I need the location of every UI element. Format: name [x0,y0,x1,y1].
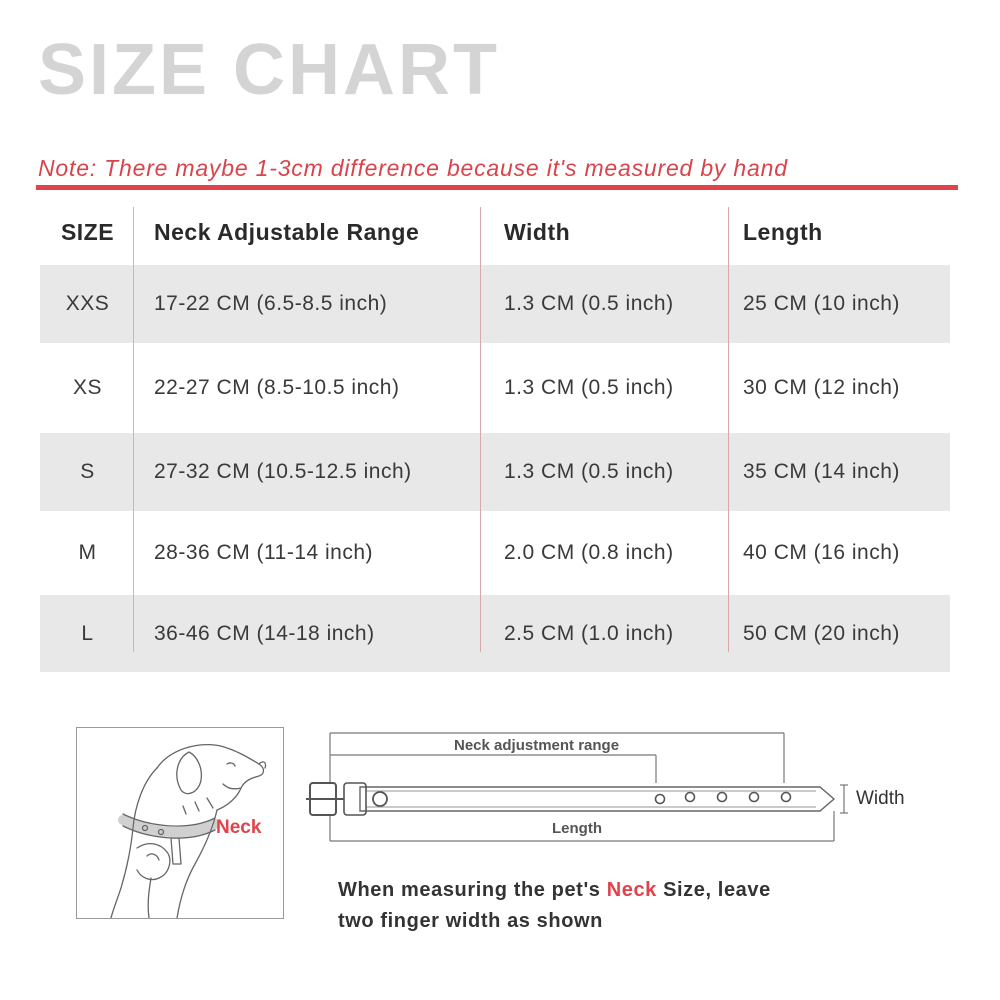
table-row [40,595,950,672]
neck-label: Neck [216,817,262,838]
caption-text: When measuring the pet's [338,879,607,901]
caption-line2: two finger width as shown [338,910,603,932]
page-title: SIZE CHART [38,30,500,110]
row-size: L [81,621,94,645]
column-divider [133,207,134,652]
note-divider [36,185,958,190]
row-neck: 36-46 CM (14-18 inch) [154,621,375,645]
row-neck: 22-27 CM (8.5-10.5 inch) [154,376,400,399]
row-length: 40 CM (16 inch) [743,541,900,564]
table-row [40,265,950,343]
table-row [40,511,950,595]
row-size: XS [72,376,102,399]
row-size: S [80,460,95,483]
header-length: Length [743,219,823,245]
row-size: XXS [65,292,110,315]
header-size: SIZE [60,219,115,245]
row-width: 2.5 CM (1.0 inch) [504,621,674,645]
width-label: Width [852,788,909,810]
measurement-note: Note: There maybe 1-3cm difference because it's measured by hand [38,155,788,181]
caption-text: Size, leave [656,879,771,901]
collar-diagram [300,725,920,855]
row-neck: 27-32 CM (10.5-12.5 inch) [154,460,412,483]
row-width: 1.3 CM (0.5 inch) [504,292,674,315]
row-neck: 28-36 CM (11-14 inch) [154,541,374,564]
row-length: 35 CM (14 inch) [743,460,900,483]
row-length: 30 CM (12 inch) [743,376,900,399]
header-neck: Neck Adjustable Range [154,219,420,245]
table-row [40,343,950,433]
measuring-caption [338,875,771,937]
length-label: Length [548,820,606,837]
table-header [40,200,950,265]
row-length: 25 CM (10 inch) [743,292,900,315]
table-row [40,433,950,511]
header-width: Width [504,219,571,245]
neck-adjustment-label: Neck adjustment range [450,737,623,754]
row-length: 50 CM (20 inch) [743,621,900,645]
row-width: 2.0 CM (0.8 inch) [504,541,674,564]
row-width: 1.3 CM (0.5 inch) [504,376,674,399]
column-divider [728,207,729,652]
row-size: M [78,541,97,564]
column-divider [480,207,481,652]
size-table [40,200,950,672]
caption-highlight: Neck [606,879,657,901]
row-neck: 17-22 CM (6.5-8.5 inch) [154,292,388,315]
row-width: 1.3 CM (0.5 inch) [504,460,674,483]
